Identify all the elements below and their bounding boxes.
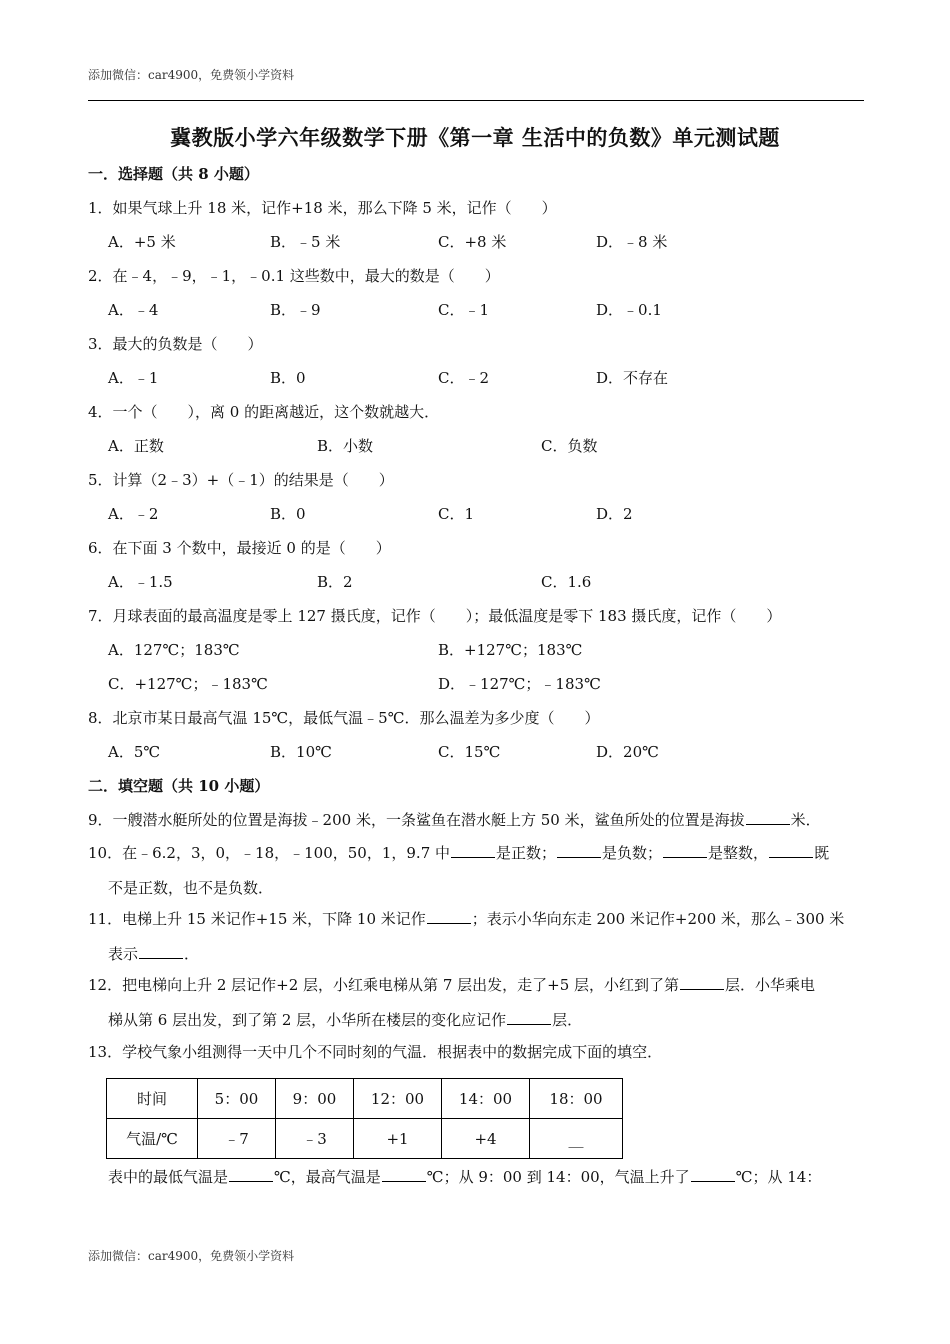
answer-blank[interactable] [557, 841, 601, 858]
text: ℃；从 9：00 到 14：00，气温上升了 [426, 1168, 690, 1186]
option-b: B．﹣9 [270, 301, 321, 319]
answer-blank[interactable] [382, 1165, 426, 1182]
fill-question-12 [88, 968, 868, 1038]
text: ． [184, 945, 200, 963]
answer-blank[interactable] [507, 1008, 551, 1025]
fill-question-11 [88, 902, 868, 972]
table-row [107, 1119, 623, 1159]
option-c: C．+127℃；﹣183℃ [108, 675, 268, 693]
option-b: B．+127℃；183℃ [438, 641, 583, 659]
answer-blank[interactable] [769, 841, 813, 858]
fill-question-13-text [108, 1165, 868, 1189]
option-a: A．﹣4 [108, 301, 159, 319]
table-cell-blank[interactable]: __ [530, 1119, 623, 1159]
question-stem: 7．月球表面的最高温度是零上 127 摄氏度，记作（ ）；最低温度是零下 183 摄氏度，记作（ ） [88, 607, 782, 625]
section-heading-fill: 二．填空题（共 10 小题） [88, 777, 270, 795]
option-a: A．﹣1 [108, 369, 159, 387]
option-a: A．+5 米 [108, 233, 176, 251]
question-stem: 1．如果气球上升 18 米，记作+18 米，那么下降 5 米，记作（ ） [88, 199, 557, 217]
fill-question-13: 13．学校气象小组测得一天中几个不同时刻的气温．根据表中的数据完成下面的填空． [88, 1043, 663, 1061]
option-b: B．10℃ [270, 743, 332, 761]
text: 不是正数，也不是负数． [108, 879, 274, 897]
text: 是负数； [602, 844, 663, 862]
text: 表中的最低气温是 [108, 1168, 229, 1186]
table-cell: 9：00 [276, 1079, 354, 1119]
table-cell: 14：00 [442, 1079, 530, 1119]
temperature-table [106, 1078, 623, 1159]
option-d: D．2 [596, 505, 633, 523]
worksheet-body [88, 162, 868, 1189]
text: 表示 [108, 945, 139, 963]
question-stem: 2．在﹣4，﹣9，﹣1，﹣0.1 这些数中，最大的数是（ ） [88, 267, 500, 285]
option-row [88, 570, 868, 604]
table-cell: 12：00 [354, 1079, 442, 1119]
table-cell: +4 [442, 1119, 530, 1159]
text: 层． [552, 1011, 583, 1029]
option-b: B．﹣5 米 [270, 233, 341, 251]
option-b: B．2 [317, 573, 353, 591]
header-divider [88, 100, 864, 101]
option-d: D．﹣8 米 [596, 233, 668, 251]
text: 是正数； [496, 844, 557, 862]
footer-note: 添加微信：car4900，免费领小学资料 [88, 1249, 295, 1263]
question-stem: 6．在下面 3 个数中，最接近 0 的是（ ） [88, 539, 391, 557]
option-d: D．20℃ [596, 743, 659, 761]
answer-blank[interactable] [746, 808, 790, 825]
option-c: C．﹣1 [438, 301, 490, 319]
question-stem: 4．一个（ ），离 0 的距离越近，这个数就越大． [88, 403, 440, 421]
option-row [88, 502, 868, 536]
option-c: C．15℃ [438, 743, 501, 761]
option-a: A．127℃；183℃ [108, 641, 240, 659]
option-c: C．1.6 [541, 573, 592, 591]
text: 10．在﹣6.2，3，0，﹣18，﹣100，50，1，9.7 中 [88, 844, 451, 862]
option-c: C．负数 [541, 437, 598, 455]
answer-blank[interactable] [229, 1165, 273, 1182]
text: 12．把电梯向上升 2 层记作+2 层，小红乘电梯从第 7 层出发，走了+5 层，小红到了第 [88, 976, 680, 994]
option-b: B．小数 [317, 437, 374, 455]
option-d: D．﹣0.1 [596, 301, 662, 319]
option-row [88, 298, 868, 332]
text: 梯从第 6 层出发，到了第 2 层，小华所在楼层的变化应记作 [108, 1011, 507, 1029]
option-row [88, 434, 868, 468]
answer-blank[interactable] [680, 973, 724, 990]
answer-blank[interactable] [427, 907, 471, 924]
table-cell: 气温/℃ [107, 1119, 198, 1159]
question-stem: 8．北京市某日最高气温 15℃，最低气温﹣5℃．那么温差为多少度（ ） [88, 709, 600, 727]
option-d: D．不存在 [596, 369, 669, 387]
text: 11．电梯上升 15 米记作+15 米，下降 10 米记作 [88, 910, 426, 928]
option-a: A．5℃ [108, 743, 161, 761]
text: 米． [790, 811, 821, 829]
option-b: B．0 [270, 369, 306, 387]
answer-blank[interactable] [663, 841, 707, 858]
text: ℃；从 14： [735, 1168, 822, 1186]
text: ；表示小华向东走 200 米记作+200 米，那么﹣300 米 [471, 910, 845, 928]
option-c: C．1 [438, 505, 475, 523]
option-a: A．﹣1.5 [108, 573, 173, 591]
option-row [88, 638, 868, 672]
option-row [88, 366, 868, 400]
option-row [88, 740, 868, 774]
answer-blank[interactable] [139, 942, 183, 959]
option-row [88, 672, 868, 706]
table-cell: ﹣7 [198, 1119, 276, 1159]
table-header-row [107, 1079, 623, 1119]
option-d: D．﹣127℃；﹣183℃ [438, 675, 601, 693]
table-cell: 时间 [107, 1079, 198, 1119]
option-c: C．﹣2 [438, 369, 490, 387]
table-cell: ﹣3 [276, 1119, 354, 1159]
option-a: A．正数 [108, 437, 164, 455]
question-stem: 3．最大的负数是（ ） [88, 335, 263, 353]
text: 9．一艘潜水艇所处的位置是海拔﹣200 米，一条鲨鱼在潜水艇上方 50 米，鲨鱼所处的位置是海拔 [88, 811, 745, 829]
fill-question-10 [88, 836, 868, 906]
table-cell: 5：00 [198, 1079, 276, 1119]
text: 是整数， [708, 844, 769, 862]
answer-blank[interactable] [451, 841, 495, 858]
question-stem: 5．计算（2﹣3）+（﹣1）的结果是（ ） [88, 471, 394, 489]
page-title: 冀教版小学六年级数学下册《第一章 生活中的负数》单元测试题 [170, 125, 780, 150]
option-b: B．0 [270, 505, 306, 523]
text: ℃，最高气温是 [274, 1168, 381, 1186]
text: 既 [814, 844, 830, 862]
header-note: 添加微信：car4900，免费领小学资料 [88, 68, 295, 82]
option-row [88, 230, 868, 264]
section-heading-choice: 一．选择题（共 8 小题） [88, 165, 259, 183]
option-c: C．+8 米 [438, 233, 507, 251]
table-cell: 18：00 [530, 1079, 623, 1119]
option-a: A．﹣2 [108, 505, 159, 523]
table-cell: +1 [354, 1119, 442, 1159]
answer-blank[interactable] [691, 1165, 735, 1182]
text: 层．小华乘电 [725, 976, 816, 994]
